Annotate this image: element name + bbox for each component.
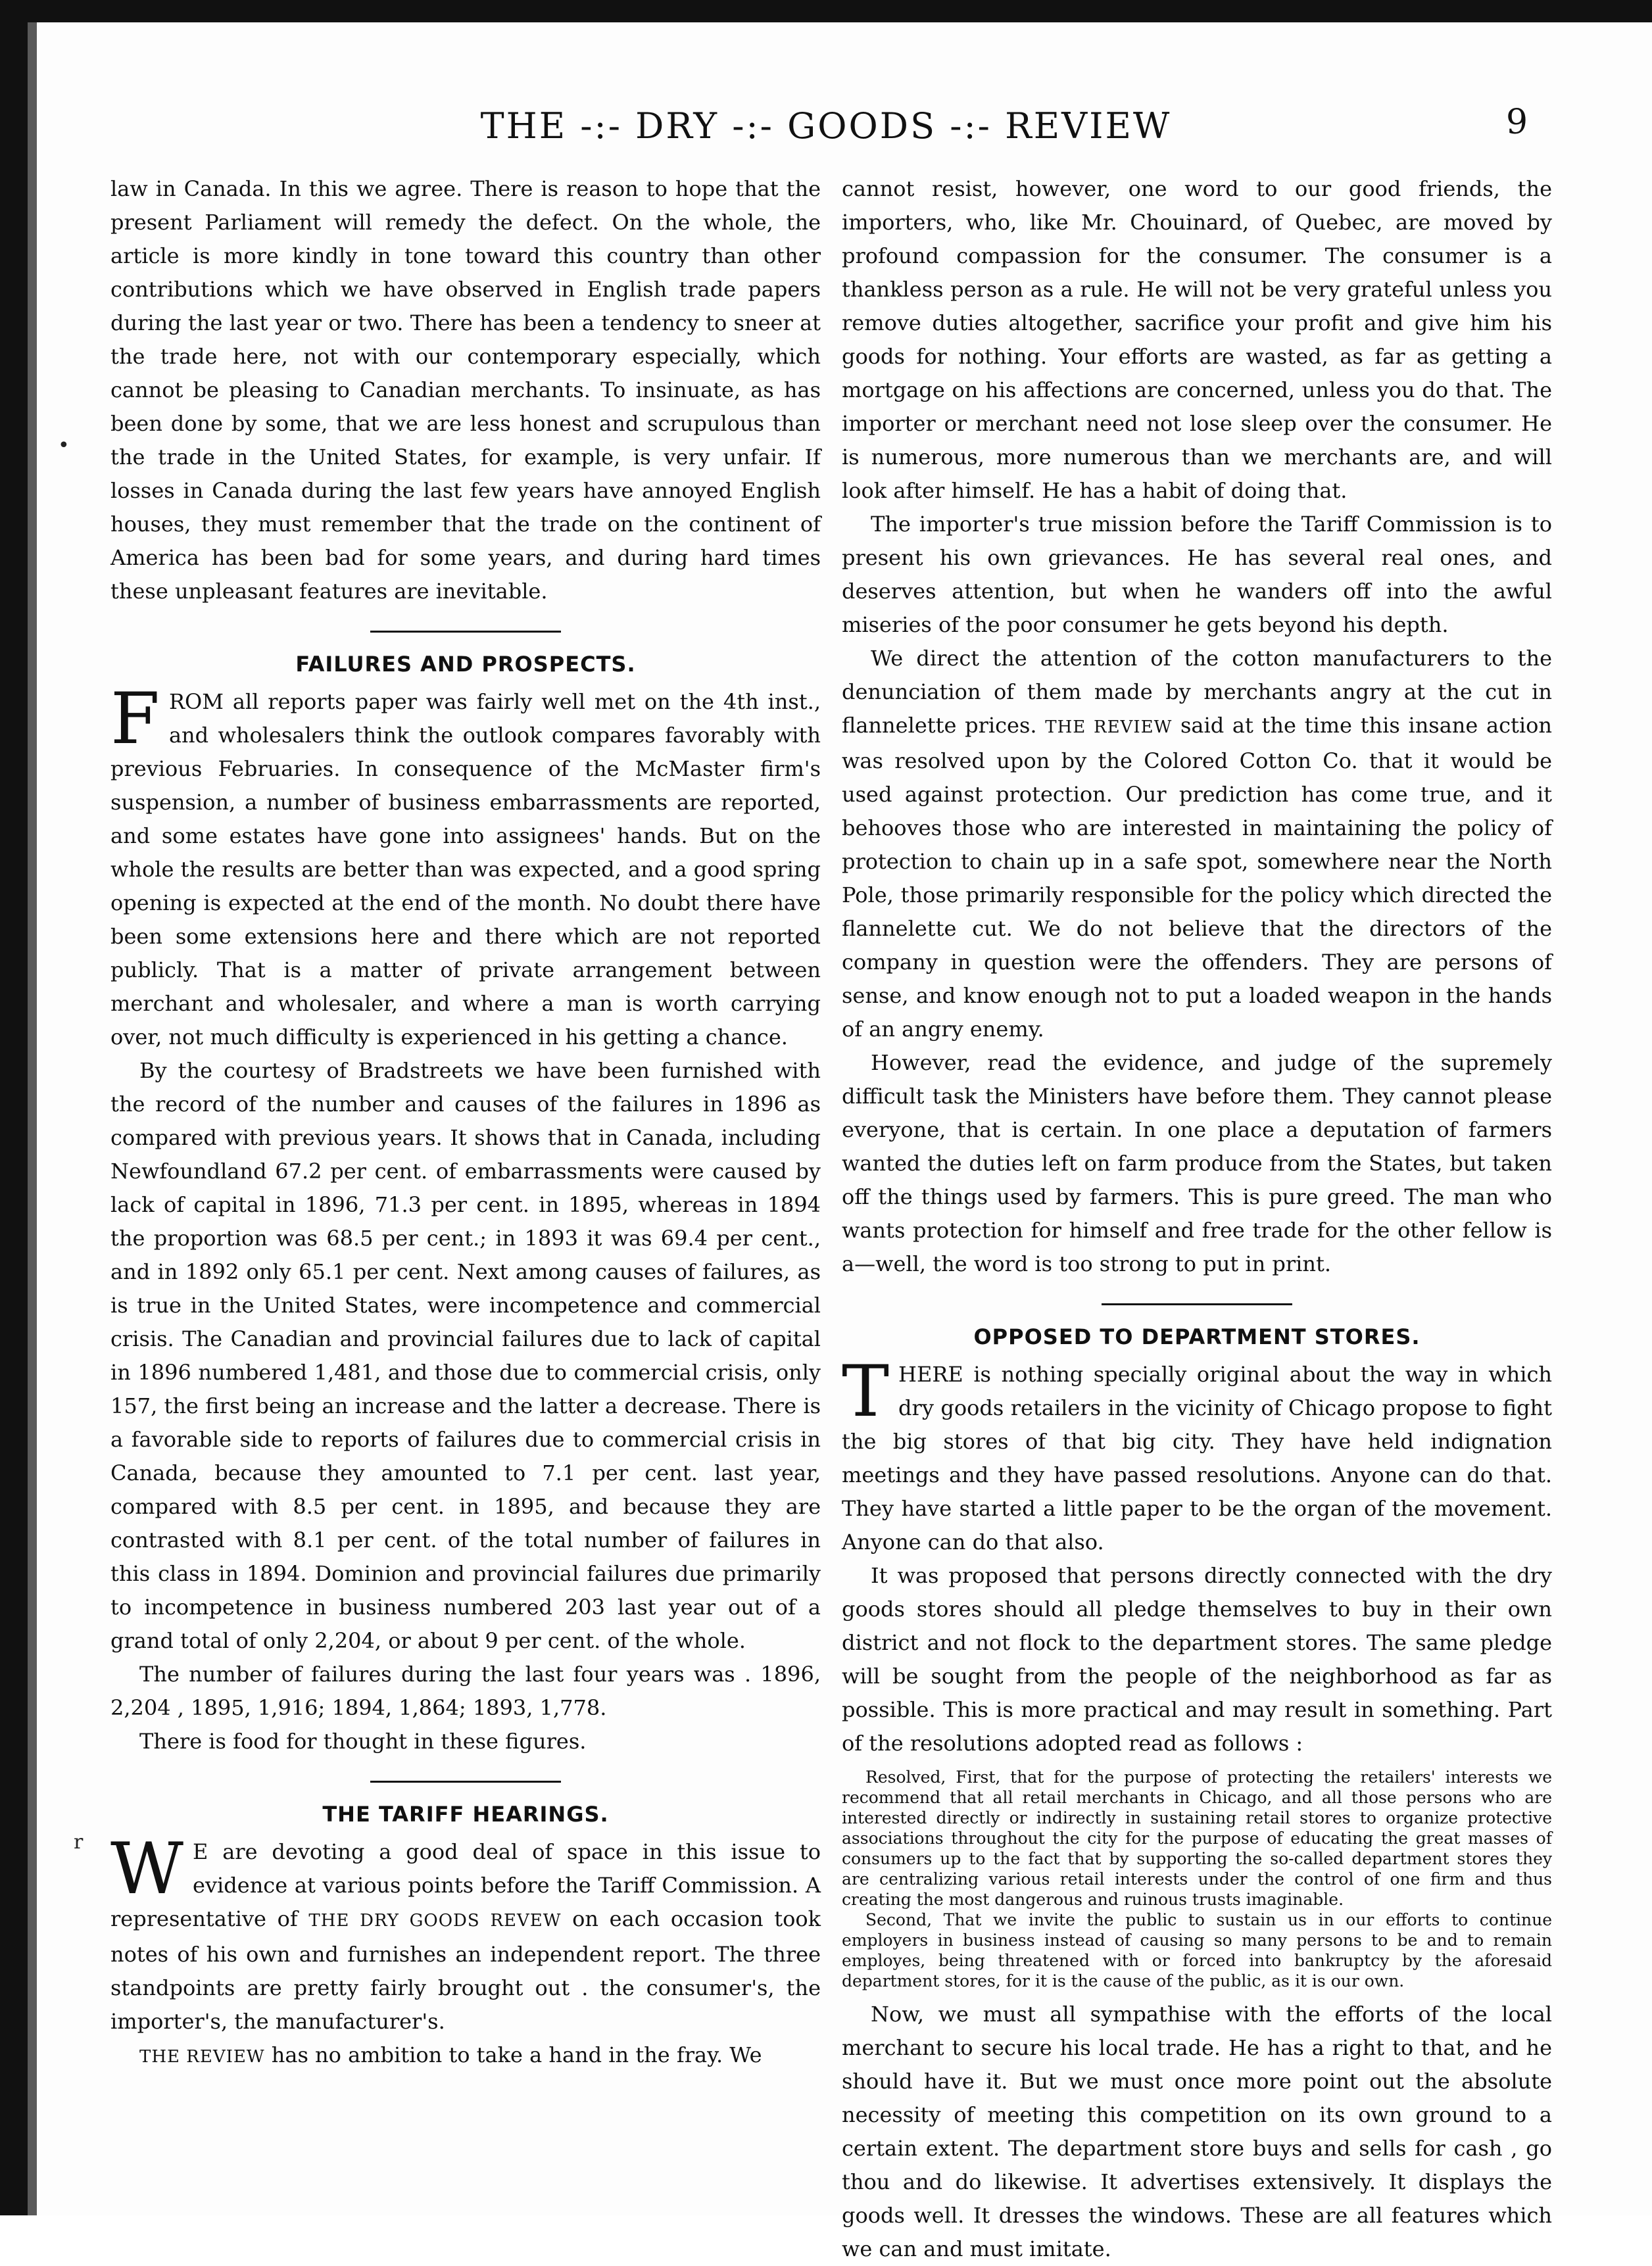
dropcap: T (842, 1351, 890, 1433)
department-paragraph: THERE is nothing specially original about the way in which dry goods retailers in the vicinity of Chicago propose to fight the big stores of that big city. They have held indignation meetings and they have passed resolutions. Anyone can do that. They have started a little paper to be the organ of the movement. Anyone can do that also. (842, 1351, 1552, 1555)
page-number: 9 (1506, 103, 1528, 142)
margin-mark: • (58, 434, 70, 457)
tariff-continued-paragraph: cannot resist, however, one word to our good friends, the importers, who, like Mr. Chouinard, of Quebec, are moved by profound compassion for the consumer. The consumer is a thankless person as a rule. He will not be very grateful unless you remove duties altogether, sacrifice your profit and give him his goods for nothing. Your efforts are wasted, as far as getting a mortgage on his affections are concerned, unless you do that. The importer or merchant need not lose sleep over the consumer. He is numerous, more numerous than we merchants are, and will look after himself. He has a habit of doing that. (842, 176, 1552, 503)
failures-figures: The number of failures during the last four years was . 1896, 2,204 , 1895, 1,916; 1894, 1,864; 1893, 1,778. (110, 1662, 821, 1720)
scan-left-shadow (28, 22, 37, 2215)
tariff-continued-paragraph: We direct the attention of the cotton manufacturers to the denunciation of them made by merchants angry at the cut in flannelette prices. THE REVIEW said at the time this insane action was resolved upon by the Colored Cotton Co. that it would be used against protection. Our prediction has come true, and it behooves those who are interested in maintaining the policy of protection to chain up in a safe spot, somewhere near the North Pole, those primarily responsible for the policy which directed the flannelette cut. We do not believe that the directors of the company in question were the offenders. They are persons of sense, and know enough not to put a loaded weapon in the hands of an angry enemy. (842, 646, 1552, 1042)
failures-paragraph: There is food for thought in these figures. (139, 1729, 587, 1754)
dropcap: W (110, 1828, 184, 1910)
scan-top-border (0, 0, 1652, 22)
resolutions-block (842, 1767, 1552, 1991)
failures-paragraph: By the courtesy of Bradstreets we have been furnished with the record of the number and causes of the failures in 1896 as compared with previous years. It shows that in Canada, including Newfoundland 67.2 per cent. of embarrassments were caused by lack of capital in 1896, 71.3 per cent. in 1895, whereas in 1894 the proportion was 68.5 per cent.; in 1893 it was 69.4 per cent., and in 1892 only 65.1 per cent. Next among causes of failures, as is true in the United States, were incompetence and commercial crisis. The Canadian and provincial failures due to lack of capital in 1896 numbered 1,481, and those due to commercial crisis, only 157, the first being an increase and the latter a decrease. There is a favorable side to reports of failures due to commercial crisis in Canada, because they amounted to 7.1 per cent. last year, compared with 8.5 per cent. in 1895, and because they are contrasted with 8.1 per cent. of the total number of failures in this class in 1894. Dominion and provincial failures due primarily to incompetence in business numbered 203 last year out of a grand total of only 2,204, or about 9 per cent. of the whole. (110, 1058, 821, 1653)
department-title: OPPOSED TO DEPARTMENT STORES. (973, 1324, 1421, 1349)
failures-title: FAILURES AND PROSPECTS. (295, 652, 636, 677)
section-rule (370, 631, 561, 633)
tariff-continued-paragraph: The importer's true mission before the Tariff Commission is to present his own grievances. He has several real ones, and deserves attention, but when he wanders off into the awful miseries of the poor consumer he gets beyond his depth. (842, 512, 1552, 637)
tariff-title: THE TARIFF HEARINGS. (322, 1802, 609, 1827)
running-head: THE -:- DRY -:- GOODS -:- REVIEW (480, 105, 1172, 147)
tariff-paragraph: THE REVIEW has no ambition to take a hand in the fray. We (139, 2042, 762, 2067)
section-rule (370, 1781, 561, 1783)
intro-paragraph: law in Canada. In this we agree. There is reason to hope that the present Parliament will remedy the defect. On the whole, the article is more kindly in tone toward this country than other contributions which we have observed in English trade papers during the last year or two. There has been a tendency to sneer at the trade here, not with our contemporary especially, which cannot be pleasing to Canadian merchants. To insinuate, as has been done by some, that we are less honest and scrupulous than the trade in the United States, for example, is very unfair. If losses in Canada during the last few years have annoyed English houses, they must remember that the trade on the continent of America has been bad for some years, and during hard times these unpleasant features are inevitable. (110, 176, 821, 604)
scan-left-border (0, 22, 28, 2215)
dropcap: F (110, 678, 160, 760)
failures-paragraph: FROM all reports paper was fairly well met on the 4th inst., and wholesalers think the outlook compares favorably with previous Februaries. In consequence of the McMaster firm's suspension, a number of business embarrassments are reported, and some estates have gone into assignees' hands. But on the whole the results are better than was expected, and a good spring opening is expected at the end of the month. No doubt there have been some extensions here and there which are not reported publicly. That is a matter of private arrangement between merchant and wholesaler, and where a man is worth carrying over, not much difficulty is experienced in his getting a chance. (110, 678, 821, 1049)
department-paragraph: Now, we must all sympathise with the efforts of the local merchant to secure his local trade. He has a right to that, and he should have it. But we must once more point out the absolute necessity of meeting this competition on its own ground to a certain extent. The department store buys and sells for cash , go thou and do likewise. It advertises extensively. It displays the goods well. It dresses the windows. These are all features which we can and must imitate. (842, 2002, 1552, 2261)
right-column (842, 172, 1552, 2266)
margin-mark: r (74, 1831, 84, 1854)
resolution-first: Resolved, First, that for the purpose of protecting the retailers' interests we recommend that all retail merchants in Chicago, and all those persons who are interested directly or indirectly in sustaining retail stores to organize protective associations throughout the city for the purpose of educating the great masses of consumers up to the fact that by supporting the so-called department stores they are centralizing various retail interests under the control of one firm and thus creating the most dangerous and ruinous trusts imaginable. (842, 1768, 1552, 1909)
resolution-second: Second, That we invite the public to sustain us in our efforts to continue employers in business instead of causing so many persons to be and to remain employes, being threatened with or forced into bankruptcy by the aforesaid department stores, for it is the cause of the public, as it is our own. (842, 1910, 1552, 1990)
tariff-paragraph: W E are devoting a good deal of space in this issue to evidence at various points before the Tariff Commission. A representative of THE DRY GOODS REVEW on each occasion took notes of his own and furnishes an independent report. The three standpoints are pretty fairly brought out . the consumer's, the importer's, the manufacturer's. (110, 1828, 821, 2034)
department-paragraph: It was proposed that persons directly connected with the dry goods stores should all pledge themselves to buy in their own district and not flock to the department stores. The same pledge will be sought from the people of the neighborhood as far as possible. This is more practical and may result in something. Part of the resolutions adopted read as follows : (842, 1563, 1552, 1756)
tariff-continued-paragraph: However, read the evidence, and judge of the supremely difficult task the Ministers have before them. They cannot please everyone, that is certain. In one place a deputation of farmers wanted the duties left on farm produce from the States, but taken off the things used by farmers. This is pure greed. The man who wants protection for himself and free trade for the other fellow is a—well, the word is too strong to put in print. (842, 1050, 1552, 1276)
section-rule (1102, 1303, 1292, 1305)
left-column (110, 172, 821, 2074)
